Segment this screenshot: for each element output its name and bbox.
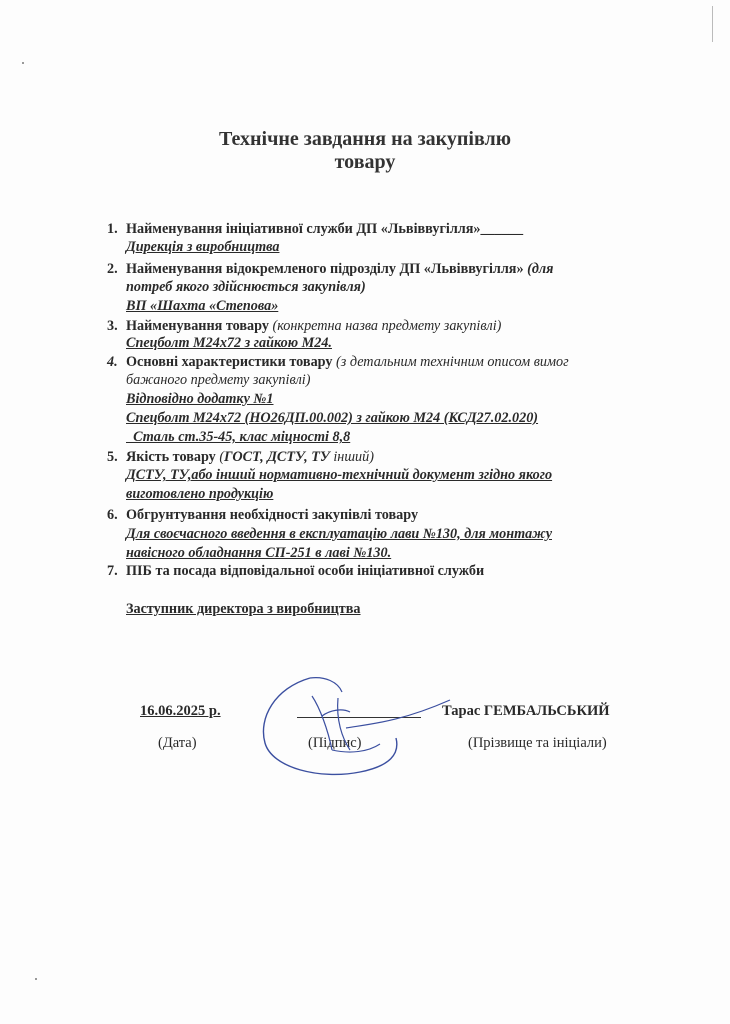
item-value-steel: Сталь ст.35-45, клас міцності 8,8 — [126, 429, 351, 445]
item-number: 7. — [107, 563, 118, 579]
signer-name: Тарас ГЕМБАЛЬСЬКИЙ — [442, 703, 610, 719]
item-label: Основні характеристики товару — [126, 354, 333, 370]
item-value: Спецболт М24х72 з гайкою М24. — [126, 335, 332, 351]
item-hint-cont: потреб якого здійснюється закупівля) — [126, 279, 366, 295]
item-value: Відповідно додатку №1 — [126, 391, 274, 407]
scan-mark — [35, 978, 37, 980]
item-label: ПІБ та посада відповідальної особи ініціативної служби — [126, 563, 485, 579]
item-hint-bold: ГОСТ, ДСТУ, ТУ — [224, 449, 330, 465]
scan-edge — [712, 6, 713, 42]
item-label: Найменування товару — [126, 318, 269, 334]
item-value-cont: виготовлено продукцію — [126, 486, 274, 502]
item-value: Дирекція з виробництва — [126, 239, 280, 255]
item-number: 1. — [107, 221, 118, 237]
item-number: 6. — [107, 507, 118, 523]
item-hint-open: ( — [215, 449, 225, 465]
item-number: 3. — [107, 318, 118, 334]
item-number: 5. — [107, 449, 118, 465]
item-hint: (для — [523, 261, 554, 277]
handwritten-signature — [250, 668, 460, 788]
item-trail: ______ — [480, 221, 524, 237]
document-title-subline: товару — [334, 151, 396, 173]
item-value: ВП «Шахта «Степова» — [126, 298, 279, 314]
scan-mark — [22, 62, 24, 64]
item-value-spec: Спецболт М24х72 (НО26ДП.00.002) з гайкою М24 (КСД27.02.020) — [126, 410, 539, 426]
item-value: ДСТУ, ТУ,або інший нормативно-технічний документ згідно якого — [126, 467, 553, 483]
date-caption: (Дата) — [158, 735, 197, 751]
signature-date: 16.06.2025 р. — [140, 703, 221, 719]
item-hint: (конкретна назва предмету закупівлі) — [268, 318, 502, 334]
item-number: 2. — [107, 261, 118, 277]
item-value: Заступник директора з виробництва — [126, 601, 361, 617]
item-label: Обгрунтування необхідності закупівлі товару — [126, 507, 419, 523]
item-hint: інший) — [329, 449, 374, 465]
item-value-cont: навісного обладнання СП-251 в лаві №130. — [126, 545, 392, 561]
item-hint: (з детальним технічним описом вимог — [332, 354, 569, 370]
sign-caption: (Підпис) — [308, 735, 362, 751]
document-title: Технічне завдання на закупівлю — [218, 128, 512, 150]
item-label: Найменування відокремленого підрозділу ДП «Львіввугілля» — [126, 261, 524, 277]
name-caption: (Прізвище та ініціали) — [468, 735, 607, 751]
item-label: Найменування ініціативної служби ДП «Львіввугілля» — [126, 221, 481, 237]
item-label: Якість товару — [126, 449, 216, 465]
item-value: Для своєчасного введення в експлуатацію лави №130, для монтажу — [126, 526, 553, 542]
item-hint-cont: бажаного предмету закупівлі) — [126, 372, 311, 388]
item-number: 4. — [107, 354, 118, 370]
